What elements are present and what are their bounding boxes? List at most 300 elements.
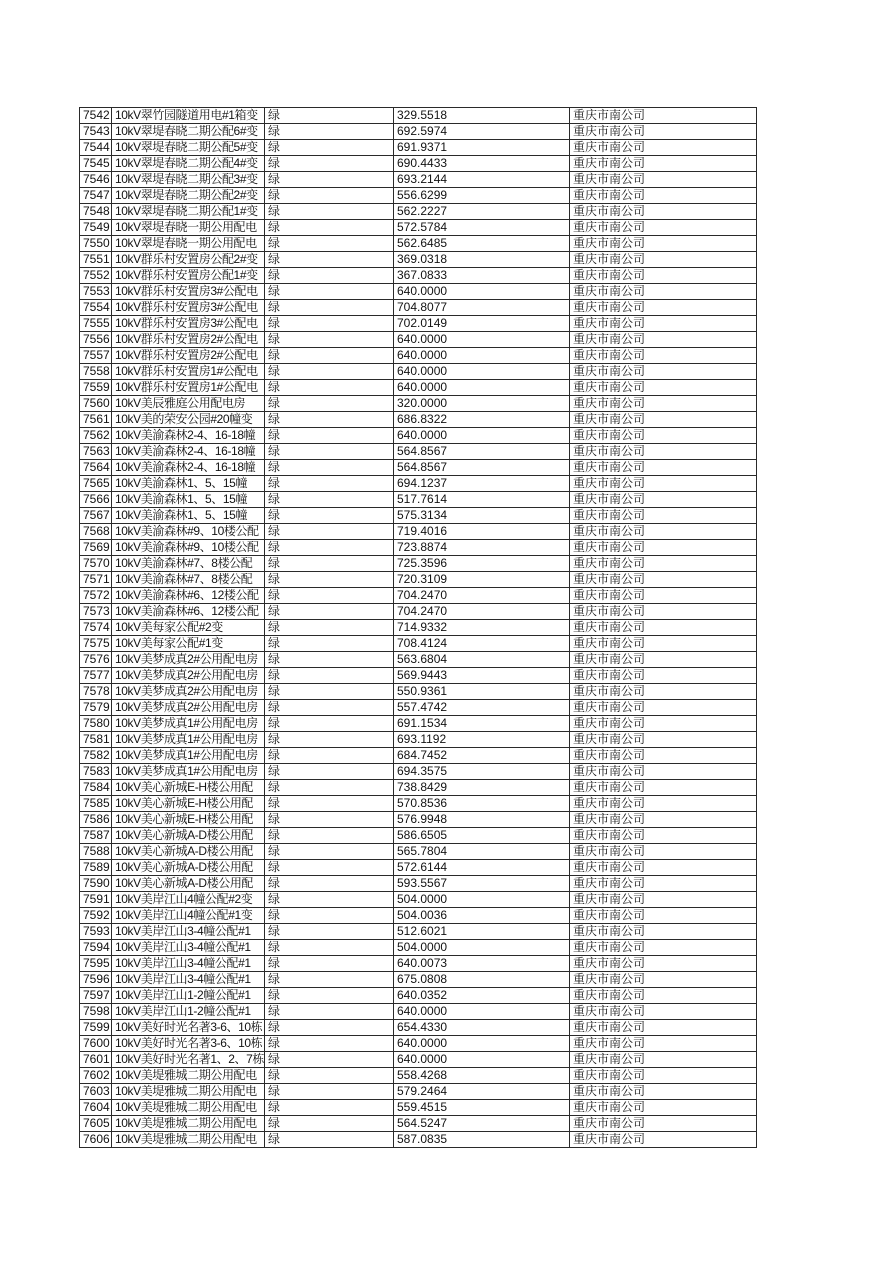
cell-status[interactable]: 绿 bbox=[264, 1004, 393, 1020]
cell-id[interactable]: 7542 bbox=[80, 108, 112, 124]
cell-id[interactable]: 7586 bbox=[80, 812, 112, 828]
cell-name[interactable]: 10kV美渝森林1、5、15幢 bbox=[112, 476, 265, 492]
cell-status[interactable]: 绿 bbox=[264, 588, 393, 604]
cell-name[interactable]: 10kV翠堤春晓二期公配6#变 bbox=[112, 124, 265, 140]
cell-name[interactable]: 10kV美岸江山3-4幢公配#1 bbox=[112, 956, 265, 972]
cell-status[interactable]: 绿 bbox=[264, 364, 393, 380]
cell-value[interactable]: 558.4268 bbox=[393, 1068, 569, 1084]
cell-name[interactable]: 10kV美心新城A-D楼公用配 bbox=[112, 844, 265, 860]
cell-name[interactable]: 10kV群乐村安置房3#公配电 bbox=[112, 316, 265, 332]
cell-company[interactable]: 重庆市南公司 bbox=[569, 380, 756, 396]
cell-id[interactable]: 7605 bbox=[80, 1116, 112, 1132]
cell-company[interactable]: 重庆市南公司 bbox=[569, 924, 756, 940]
cell-company[interactable]: 重庆市南公司 bbox=[569, 956, 756, 972]
cell-id[interactable]: 7558 bbox=[80, 364, 112, 380]
cell-id[interactable]: 7549 bbox=[80, 220, 112, 236]
cell-name[interactable]: 10kV美心新城A-D楼公用配 bbox=[112, 876, 265, 892]
cell-id[interactable]: 7545 bbox=[80, 156, 112, 172]
cell-status[interactable]: 绿 bbox=[264, 892, 393, 908]
cell-name[interactable]: 10kV美渝森林1、5、15幢 bbox=[112, 492, 265, 508]
cell-value[interactable]: 557.4742 bbox=[393, 700, 569, 716]
cell-value[interactable]: 694.1237 bbox=[393, 476, 569, 492]
cell-value[interactable]: 564.8567 bbox=[393, 444, 569, 460]
cell-value[interactable]: 570.8536 bbox=[393, 796, 569, 812]
cell-value[interactable]: 684.7452 bbox=[393, 748, 569, 764]
cell-id[interactable]: 7576 bbox=[80, 652, 112, 668]
cell-id[interactable]: 7587 bbox=[80, 828, 112, 844]
cell-name[interactable]: 10kV美辰雅庭公用配电房 bbox=[112, 396, 265, 412]
cell-status[interactable]: 绿 bbox=[264, 284, 393, 300]
cell-id[interactable]: 7569 bbox=[80, 540, 112, 556]
cell-status[interactable]: 绿 bbox=[264, 572, 393, 588]
cell-status[interactable]: 绿 bbox=[264, 1132, 393, 1148]
cell-status[interactable]: 绿 bbox=[264, 668, 393, 684]
cell-company[interactable]: 重庆市南公司 bbox=[569, 396, 756, 412]
cell-id[interactable]: 7575 bbox=[80, 636, 112, 652]
cell-status[interactable]: 绿 bbox=[264, 732, 393, 748]
cell-company[interactable]: 重庆市南公司 bbox=[569, 684, 756, 700]
cell-value[interactable]: 587.0835 bbox=[393, 1132, 569, 1148]
cell-name[interactable]: 10kV美渝森林2-4、16-18幢 bbox=[112, 444, 265, 460]
cell-company[interactable]: 重庆市南公司 bbox=[569, 476, 756, 492]
cell-id[interactable]: 7582 bbox=[80, 748, 112, 764]
cell-company[interactable]: 重庆市南公司 bbox=[569, 268, 756, 284]
cell-company[interactable]: 重庆市南公司 bbox=[569, 588, 756, 604]
cell-id[interactable]: 7556 bbox=[80, 332, 112, 348]
cell-value[interactable]: 691.1534 bbox=[393, 716, 569, 732]
cell-status[interactable]: 绿 bbox=[264, 988, 393, 1004]
cell-company[interactable]: 重庆市南公司 bbox=[569, 460, 756, 476]
cell-id[interactable]: 7555 bbox=[80, 316, 112, 332]
cell-value[interactable]: 704.2470 bbox=[393, 588, 569, 604]
cell-id[interactable]: 7583 bbox=[80, 764, 112, 780]
cell-company[interactable]: 重庆市南公司 bbox=[569, 412, 756, 428]
cell-name[interactable]: 10kV美心新城A-D楼公用配 bbox=[112, 828, 265, 844]
cell-company[interactable]: 重庆市南公司 bbox=[569, 252, 756, 268]
cell-value[interactable]: 563.6804 bbox=[393, 652, 569, 668]
cell-status[interactable]: 绿 bbox=[264, 316, 393, 332]
cell-value[interactable]: 675.0808 bbox=[393, 972, 569, 988]
cell-name[interactable]: 10kV美好时光名著3-6、10栋 bbox=[112, 1020, 265, 1036]
cell-value[interactable]: 640.0000 bbox=[393, 380, 569, 396]
cell-name[interactable]: 10kV美渝森林#6、12楼公配 bbox=[112, 604, 265, 620]
cell-status[interactable]: 绿 bbox=[264, 716, 393, 732]
cell-value[interactable]: 692.5974 bbox=[393, 124, 569, 140]
cell-name[interactable]: 10kV翠竹园隧道用电#1箱变 bbox=[112, 108, 265, 124]
cell-id[interactable]: 7561 bbox=[80, 412, 112, 428]
cell-value[interactable]: 693.1192 bbox=[393, 732, 569, 748]
cell-name[interactable]: 10kV美梦成真1#公用配电房 bbox=[112, 716, 265, 732]
cell-value[interactable]: 593.5567 bbox=[393, 876, 569, 892]
cell-id[interactable]: 7567 bbox=[80, 508, 112, 524]
cell-status[interactable]: 绿 bbox=[264, 956, 393, 972]
cell-status[interactable]: 绿 bbox=[264, 1068, 393, 1084]
cell-id[interactable]: 7553 bbox=[80, 284, 112, 300]
cell-value[interactable]: 320.0000 bbox=[393, 396, 569, 412]
cell-id[interactable]: 7600 bbox=[80, 1036, 112, 1052]
cell-name[interactable]: 10kV美心新城E-H楼公用配 bbox=[112, 780, 265, 796]
cell-value[interactable]: 504.0036 bbox=[393, 908, 569, 924]
cell-company[interactable]: 重庆市南公司 bbox=[569, 828, 756, 844]
cell-value[interactable]: 550.9361 bbox=[393, 684, 569, 700]
cell-value[interactable]: 565.7804 bbox=[393, 844, 569, 860]
cell-id[interactable]: 7602 bbox=[80, 1068, 112, 1084]
cell-status[interactable]: 绿 bbox=[264, 1036, 393, 1052]
cell-id[interactable]: 7564 bbox=[80, 460, 112, 476]
cell-status[interactable]: 绿 bbox=[264, 876, 393, 892]
cell-value[interactable]: 702.0149 bbox=[393, 316, 569, 332]
cell-company[interactable]: 重庆市南公司 bbox=[569, 556, 756, 572]
cell-company[interactable]: 重庆市南公司 bbox=[569, 332, 756, 348]
cell-value[interactable]: 562.6485 bbox=[393, 236, 569, 252]
cell-id[interactable]: 7551 bbox=[80, 252, 112, 268]
cell-value[interactable]: 504.0000 bbox=[393, 892, 569, 908]
cell-value[interactable]: 640.0000 bbox=[393, 332, 569, 348]
cell-status[interactable]: 绿 bbox=[264, 860, 393, 876]
cell-status[interactable]: 绿 bbox=[264, 844, 393, 860]
cell-name[interactable]: 10kV翠堤春晓二期公配5#变 bbox=[112, 140, 265, 156]
cell-value[interactable]: 559.4515 bbox=[393, 1100, 569, 1116]
cell-status[interactable]: 绿 bbox=[264, 1020, 393, 1036]
cell-status[interactable]: 绿 bbox=[264, 428, 393, 444]
cell-status[interactable]: 绿 bbox=[264, 684, 393, 700]
cell-name[interactable]: 10kV美每家公配#2变 bbox=[112, 620, 265, 636]
cell-name[interactable]: 10kV翠堤春晓一期公用配电 bbox=[112, 220, 265, 236]
cell-company[interactable]: 重庆市南公司 bbox=[569, 540, 756, 556]
cell-id[interactable]: 7596 bbox=[80, 972, 112, 988]
cell-status[interactable]: 绿 bbox=[264, 268, 393, 284]
cell-company[interactable]: 重庆市南公司 bbox=[569, 988, 756, 1004]
cell-value[interactable]: 691.9371 bbox=[393, 140, 569, 156]
cell-name[interactable]: 10kV翠堤春晓一期公用配电 bbox=[112, 236, 265, 252]
cell-company[interactable]: 重庆市南公司 bbox=[569, 940, 756, 956]
cell-company[interactable]: 重庆市南公司 bbox=[569, 748, 756, 764]
cell-name[interactable]: 10kV美岸江山1-2幢公配#1 bbox=[112, 988, 265, 1004]
cell-id[interactable]: 7571 bbox=[80, 572, 112, 588]
cell-status[interactable]: 绿 bbox=[264, 812, 393, 828]
cell-name[interactable]: 10kV美渝森林#9、10楼公配 bbox=[112, 524, 265, 540]
cell-id[interactable]: 7566 bbox=[80, 492, 112, 508]
cell-id[interactable]: 7598 bbox=[80, 1004, 112, 1020]
cell-name[interactable]: 10kV群乐村安置房3#公配电 bbox=[112, 284, 265, 300]
cell-name[interactable]: 10kV美堤雅城二期公用配电 bbox=[112, 1132, 265, 1148]
cell-status[interactable]: 绿 bbox=[264, 700, 393, 716]
cell-id[interactable]: 7581 bbox=[80, 732, 112, 748]
cell-value[interactable]: 654.4330 bbox=[393, 1020, 569, 1036]
cell-company[interactable]: 重庆市南公司 bbox=[569, 140, 756, 156]
cell-company[interactable]: 重庆市南公司 bbox=[569, 172, 756, 188]
cell-company[interactable]: 重庆市南公司 bbox=[569, 1116, 756, 1132]
cell-name[interactable]: 10kV美渝森林#7、8楼公配 bbox=[112, 556, 265, 572]
cell-company[interactable]: 重庆市南公司 bbox=[569, 636, 756, 652]
cell-value[interactable]: 693.2144 bbox=[393, 172, 569, 188]
cell-company[interactable]: 重庆市南公司 bbox=[569, 716, 756, 732]
cell-value[interactable]: 720.3109 bbox=[393, 572, 569, 588]
cell-value[interactable]: 512.6021 bbox=[393, 924, 569, 940]
cell-value[interactable]: 640.0000 bbox=[393, 348, 569, 364]
cell-value[interactable]: 517.7614 bbox=[393, 492, 569, 508]
cell-name[interactable]: 10kV翠堤春晓二期公配3#变 bbox=[112, 172, 265, 188]
cell-id[interactable]: 7552 bbox=[80, 268, 112, 284]
cell-status[interactable]: 绿 bbox=[264, 492, 393, 508]
cell-status[interactable]: 绿 bbox=[264, 140, 393, 156]
cell-value[interactable]: 572.6144 bbox=[393, 860, 569, 876]
cell-company[interactable]: 重庆市南公司 bbox=[569, 492, 756, 508]
cell-name[interactable]: 10kV美好时光名著1、2、7栋 bbox=[112, 1052, 265, 1068]
cell-id[interactable]: 7604 bbox=[80, 1100, 112, 1116]
cell-name[interactable]: 10kV美渝森林#9、10楼公配 bbox=[112, 540, 265, 556]
cell-status[interactable]: 绿 bbox=[264, 476, 393, 492]
cell-id[interactable]: 7572 bbox=[80, 588, 112, 604]
cell-company[interactable]: 重庆市南公司 bbox=[569, 844, 756, 860]
cell-company[interactable]: 重庆市南公司 bbox=[569, 1052, 756, 1068]
cell-name[interactable]: 10kV美梦成真1#公用配电房 bbox=[112, 748, 265, 764]
cell-name[interactable]: 10kV美心新城E-H楼公用配 bbox=[112, 812, 265, 828]
cell-company[interactable]: 重庆市南公司 bbox=[569, 1036, 756, 1052]
cell-company[interactable]: 重庆市南公司 bbox=[569, 188, 756, 204]
cell-name[interactable]: 10kV美梦成真1#公用配电房 bbox=[112, 764, 265, 780]
cell-value[interactable]: 369.0318 bbox=[393, 252, 569, 268]
cell-name[interactable]: 10kV美的荣安公园#20幢变 bbox=[112, 412, 265, 428]
cell-status[interactable]: 绿 bbox=[264, 236, 393, 252]
cell-value[interactable]: 572.5784 bbox=[393, 220, 569, 236]
cell-id[interactable]: 7557 bbox=[80, 348, 112, 364]
cell-company[interactable]: 重庆市南公司 bbox=[569, 1100, 756, 1116]
cell-company[interactable]: 重庆市南公司 bbox=[569, 700, 756, 716]
cell-company[interactable]: 重庆市南公司 bbox=[569, 668, 756, 684]
cell-value[interactable]: 576.9948 bbox=[393, 812, 569, 828]
cell-name[interactable]: 10kV美堤雅城二期公用配电 bbox=[112, 1068, 265, 1084]
cell-status[interactable]: 绿 bbox=[264, 188, 393, 204]
cell-name[interactable]: 10kV美渝森林2-4、16-18幢 bbox=[112, 460, 265, 476]
cell-value[interactable]: 562.2227 bbox=[393, 204, 569, 220]
cell-company[interactable]: 重庆市南公司 bbox=[569, 860, 756, 876]
cell-id[interactable]: 7584 bbox=[80, 780, 112, 796]
cell-company[interactable]: 重庆市南公司 bbox=[569, 236, 756, 252]
cell-id[interactable]: 7544 bbox=[80, 140, 112, 156]
cell-value[interactable]: 640.0000 bbox=[393, 428, 569, 444]
cell-value[interactable]: 640.0000 bbox=[393, 284, 569, 300]
cell-name[interactable]: 10kV美每家公配#1变 bbox=[112, 636, 265, 652]
cell-name[interactable]: 10kV美岸江山3-4幢公配#1 bbox=[112, 924, 265, 940]
cell-id[interactable]: 7590 bbox=[80, 876, 112, 892]
cell-company[interactable]: 重庆市南公司 bbox=[569, 156, 756, 172]
cell-company[interactable]: 重庆市南公司 bbox=[569, 444, 756, 460]
cell-status[interactable]: 绿 bbox=[264, 940, 393, 956]
cell-company[interactable]: 重庆市南公司 bbox=[569, 972, 756, 988]
cell-status[interactable]: 绿 bbox=[264, 124, 393, 140]
cell-company[interactable]: 重庆市南公司 bbox=[569, 524, 756, 540]
cell-name[interactable]: 10kV群乐村安置房公配2#变 bbox=[112, 252, 265, 268]
cell-value[interactable]: 564.5247 bbox=[393, 1116, 569, 1132]
cell-id[interactable]: 7568 bbox=[80, 524, 112, 540]
cell-id[interactable]: 7578 bbox=[80, 684, 112, 700]
cell-value[interactable]: 564.8567 bbox=[393, 460, 569, 476]
cell-value[interactable]: 579.2464 bbox=[393, 1084, 569, 1100]
cell-id[interactable]: 7603 bbox=[80, 1084, 112, 1100]
cell-id[interactable]: 7570 bbox=[80, 556, 112, 572]
cell-company[interactable]: 重庆市南公司 bbox=[569, 1068, 756, 1084]
cell-company[interactable]: 重庆市南公司 bbox=[569, 348, 756, 364]
cell-status[interactable]: 绿 bbox=[264, 412, 393, 428]
cell-status[interactable]: 绿 bbox=[264, 828, 393, 844]
cell-status[interactable]: 绿 bbox=[264, 604, 393, 620]
cell-company[interactable]: 重庆市南公司 bbox=[569, 1132, 756, 1148]
cell-value[interactable]: 367.0833 bbox=[393, 268, 569, 284]
cell-id[interactable]: 7589 bbox=[80, 860, 112, 876]
cell-status[interactable]: 绿 bbox=[264, 172, 393, 188]
cell-status[interactable]: 绿 bbox=[264, 204, 393, 220]
cell-name[interactable]: 10kV美岸江山4幢公配#1变 bbox=[112, 908, 265, 924]
cell-company[interactable]: 重庆市南公司 bbox=[569, 780, 756, 796]
cell-name[interactable]: 10kV美岸江山1-2幢公配#1 bbox=[112, 1004, 265, 1020]
cell-status[interactable]: 绿 bbox=[264, 380, 393, 396]
cell-value[interactable]: 708.4124 bbox=[393, 636, 569, 652]
cell-name[interactable]: 10kV美堤雅城二期公用配电 bbox=[112, 1116, 265, 1132]
cell-name[interactable]: 10kV群乐村安置房2#公配电 bbox=[112, 348, 265, 364]
cell-status[interactable]: 绿 bbox=[264, 556, 393, 572]
cell-company[interactable]: 重庆市南公司 bbox=[569, 204, 756, 220]
cell-name[interactable]: 10kV美岸江山3-4幢公配#1 bbox=[112, 940, 265, 956]
cell-company[interactable]: 重庆市南公司 bbox=[569, 908, 756, 924]
cell-id[interactable]: 7573 bbox=[80, 604, 112, 620]
cell-status[interactable]: 绿 bbox=[264, 636, 393, 652]
cell-id[interactable]: 7580 bbox=[80, 716, 112, 732]
cell-status[interactable]: 绿 bbox=[264, 348, 393, 364]
cell-id[interactable]: 7597 bbox=[80, 988, 112, 1004]
cell-name[interactable]: 10kV美渝森林2-4、16-18幢 bbox=[112, 428, 265, 444]
cell-name[interactable]: 10kV翠堤春晓二期公配2#变 bbox=[112, 188, 265, 204]
cell-status[interactable]: 绿 bbox=[264, 300, 393, 316]
cell-name[interactable]: 10kV美梦成真2#公用配电房 bbox=[112, 700, 265, 716]
cell-status[interactable]: 绿 bbox=[264, 748, 393, 764]
cell-company[interactable]: 重庆市南公司 bbox=[569, 1020, 756, 1036]
cell-id[interactable]: 7547 bbox=[80, 188, 112, 204]
cell-name[interactable]: 10kV美梦成真1#公用配电房 bbox=[112, 732, 265, 748]
cell-name[interactable]: 10kV美心新城E-H楼公用配 bbox=[112, 796, 265, 812]
cell-status[interactable]: 绿 bbox=[264, 220, 393, 236]
cell-company[interactable]: 重庆市南公司 bbox=[569, 604, 756, 620]
cell-value[interactable]: 704.2470 bbox=[393, 604, 569, 620]
cell-value[interactable]: 690.4433 bbox=[393, 156, 569, 172]
cell-company[interactable]: 重庆市南公司 bbox=[569, 428, 756, 444]
cell-company[interactable]: 重庆市南公司 bbox=[569, 1004, 756, 1020]
cell-value[interactable]: 640.0073 bbox=[393, 956, 569, 972]
cell-id[interactable]: 7601 bbox=[80, 1052, 112, 1068]
cell-id[interactable]: 7550 bbox=[80, 236, 112, 252]
cell-value[interactable]: 640.0352 bbox=[393, 988, 569, 1004]
cell-value[interactable]: 586.6505 bbox=[393, 828, 569, 844]
cell-company[interactable]: 重庆市南公司 bbox=[569, 732, 756, 748]
cell-company[interactable]: 重庆市南公司 bbox=[569, 1084, 756, 1100]
cell-company[interactable]: 重庆市南公司 bbox=[569, 508, 756, 524]
cell-company[interactable]: 重庆市南公司 bbox=[569, 652, 756, 668]
cell-name[interactable]: 10kV美堤雅城二期公用配电 bbox=[112, 1084, 265, 1100]
cell-value[interactable]: 723.8874 bbox=[393, 540, 569, 556]
cell-status[interactable]: 绿 bbox=[264, 396, 393, 412]
cell-id[interactable]: 7595 bbox=[80, 956, 112, 972]
cell-name[interactable]: 10kV美心新城A-D楼公用配 bbox=[112, 860, 265, 876]
cell-company[interactable]: 重庆市南公司 bbox=[569, 108, 756, 124]
cell-name[interactable]: 10kV美岸江山4幢公配#2变 bbox=[112, 892, 265, 908]
cell-name[interactable]: 10kV翠堤春晓二期公配4#变 bbox=[112, 156, 265, 172]
cell-id[interactable]: 7543 bbox=[80, 124, 112, 140]
cell-company[interactable]: 重庆市南公司 bbox=[569, 764, 756, 780]
cell-value[interactable]: 504.0000 bbox=[393, 940, 569, 956]
cell-id[interactable]: 7546 bbox=[80, 172, 112, 188]
cell-status[interactable]: 绿 bbox=[264, 796, 393, 812]
cell-status[interactable]: 绿 bbox=[264, 252, 393, 268]
cell-name[interactable]: 10kV美梦成真2#公用配电房 bbox=[112, 668, 265, 684]
cell-value[interactable]: 329.5518 bbox=[393, 108, 569, 124]
cell-id[interactable]: 7565 bbox=[80, 476, 112, 492]
cell-value[interactable]: 738.8429 bbox=[393, 780, 569, 796]
cell-value[interactable]: 640.0000 bbox=[393, 1052, 569, 1068]
cell-id[interactable]: 7599 bbox=[80, 1020, 112, 1036]
cell-value[interactable]: 556.6299 bbox=[393, 188, 569, 204]
cell-status[interactable]: 绿 bbox=[264, 460, 393, 476]
cell-value[interactable]: 640.0000 bbox=[393, 364, 569, 380]
cell-name[interactable]: 10kV美好时光名著3-6、10栋 bbox=[112, 1036, 265, 1052]
cell-name[interactable]: 10kV美渝森林1、5、15幢 bbox=[112, 508, 265, 524]
cell-status[interactable]: 绿 bbox=[264, 540, 393, 556]
cell-company[interactable]: 重庆市南公司 bbox=[569, 300, 756, 316]
cell-company[interactable]: 重庆市南公司 bbox=[569, 812, 756, 828]
cell-id[interactable]: 7559 bbox=[80, 380, 112, 396]
cell-company[interactable]: 重庆市南公司 bbox=[569, 572, 756, 588]
cell-status[interactable]: 绿 bbox=[264, 1116, 393, 1132]
cell-id[interactable]: 7594 bbox=[80, 940, 112, 956]
cell-status[interactable]: 绿 bbox=[264, 908, 393, 924]
cell-name[interactable]: 10kV美梦成真2#公用配电房 bbox=[112, 684, 265, 700]
cell-id[interactable]: 7560 bbox=[80, 396, 112, 412]
cell-name[interactable]: 10kV美渝森林#7、8楼公配 bbox=[112, 572, 265, 588]
cell-company[interactable]: 重庆市南公司 bbox=[569, 316, 756, 332]
cell-value[interactable]: 640.0000 bbox=[393, 1036, 569, 1052]
cell-status[interactable]: 绿 bbox=[264, 444, 393, 460]
cell-status[interactable]: 绿 bbox=[264, 972, 393, 988]
cell-name[interactable]: 10kV群乐村安置房1#公配电 bbox=[112, 364, 265, 380]
cell-id[interactable]: 7563 bbox=[80, 444, 112, 460]
cell-value[interactable]: 640.0000 bbox=[393, 1004, 569, 1020]
cell-id[interactable]: 7574 bbox=[80, 620, 112, 636]
cell-company[interactable]: 重庆市南公司 bbox=[569, 284, 756, 300]
cell-id[interactable]: 7591 bbox=[80, 892, 112, 908]
cell-status[interactable]: 绿 bbox=[264, 780, 393, 796]
cell-value[interactable]: 694.3575 bbox=[393, 764, 569, 780]
cell-name[interactable]: 10kV美堤雅城二期公用配电 bbox=[112, 1100, 265, 1116]
cell-value[interactable]: 704.8077 bbox=[393, 300, 569, 316]
cell-name[interactable]: 10kV群乐村安置房公配1#变 bbox=[112, 268, 265, 284]
cell-id[interactable]: 7593 bbox=[80, 924, 112, 940]
cell-company[interactable]: 重庆市南公司 bbox=[569, 892, 756, 908]
cell-value[interactable]: 575.3134 bbox=[393, 508, 569, 524]
cell-id[interactable]: 7585 bbox=[80, 796, 112, 812]
cell-status[interactable]: 绿 bbox=[264, 332, 393, 348]
cell-id[interactable]: 7606 bbox=[80, 1132, 112, 1148]
cell-status[interactable]: 绿 bbox=[264, 1100, 393, 1116]
cell-company[interactable]: 重庆市南公司 bbox=[569, 220, 756, 236]
cell-value[interactable]: 719.4016 bbox=[393, 524, 569, 540]
cell-name[interactable]: 10kV群乐村安置房2#公配电 bbox=[112, 332, 265, 348]
cell-company[interactable]: 重庆市南公司 bbox=[569, 876, 756, 892]
cell-status[interactable]: 绿 bbox=[264, 524, 393, 540]
cell-status[interactable]: 绿 bbox=[264, 1052, 393, 1068]
cell-value[interactable]: 686.8322 bbox=[393, 412, 569, 428]
cell-company[interactable]: 重庆市南公司 bbox=[569, 364, 756, 380]
cell-status[interactable]: 绿 bbox=[264, 764, 393, 780]
cell-status[interactable]: 绿 bbox=[264, 924, 393, 940]
